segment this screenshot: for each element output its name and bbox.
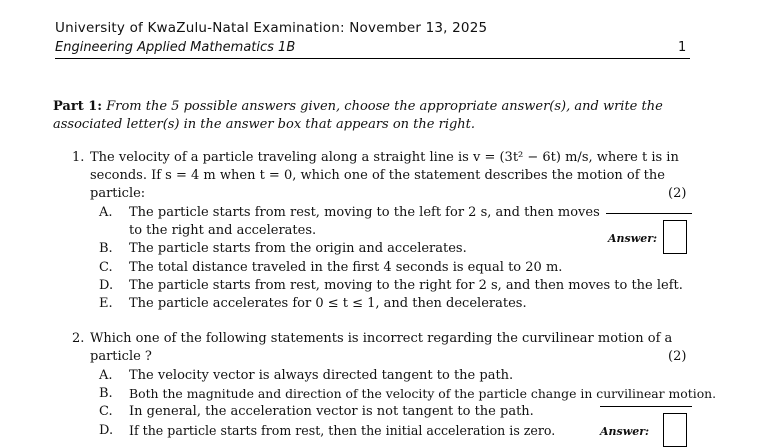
q1-option-c-text: The total distance traveled in the first 4 seconds is equal to 20 m. <box>129 260 563 275</box>
part-instructions <box>53 99 663 114</box>
q2-option-b-text: Both the magnitude and direction of the velocity of the particle change in curvilinear motion. <box>129 386 717 401</box>
q1-marks: (2) <box>668 186 687 201</box>
q2-option-b-letter: B. <box>99 386 113 401</box>
q2-marks: (2) <box>668 349 687 364</box>
part-instruction-line2: associated letter(s) in the answer box that appears on the right. <box>53 117 476 132</box>
q1-stem-line3: particle: <box>90 186 146 201</box>
q1-option-a-text: The particle starts from rest, moving to the left for 2 s, and then moves <box>129 205 600 220</box>
q1-option-e-letter: E. <box>99 296 113 311</box>
q1-answer-line <box>606 213 692 214</box>
q1-answer-label: Answer: <box>608 232 658 245</box>
page-number: 1 <box>678 40 687 55</box>
q1-number: 1. <box>72 150 85 165</box>
q1-option-b-letter: B. <box>99 241 113 256</box>
q2-option-c-letter: C. <box>99 404 113 419</box>
q2-option-a-text: The velocity vector is always directed tangent to the path. <box>129 368 514 383</box>
q1-stem-line2: seconds. If s = 4 m when t = 0, which one of the statement describes the motion of the <box>90 168 665 183</box>
q1-option-c-letter: C. <box>99 260 113 275</box>
q1-option-b-text: The particle starts from the origin and accelerates. <box>129 241 467 256</box>
header-rule <box>55 58 690 59</box>
exam-title: University of KwaZulu-Natal Examination: November 13, 2025 <box>55 20 488 36</box>
part-instruction-line1: From the 5 possible answers given, choose the appropriate answer(s), and write the <box>106 99 663 114</box>
q2-option-a-letter: A. <box>99 368 113 383</box>
q1-stem-line1: The velocity of a particle traveling along a straight line is v = (3t² − 6t) m/s, where t is in <box>90 150 679 165</box>
q1-option-a-text-cont: to the right and accelerates. <box>129 223 317 238</box>
q2-answer-label: Answer: <box>600 425 650 438</box>
q2-stem-line1: Which one of the following statements is incorrect regarding the curvilinear motion of a <box>90 331 673 346</box>
part-label: Part 1: <box>53 99 103 114</box>
q1-option-e-text: The particle accelerates for 0 ≤ t ≤ 1, and then decelerates. <box>129 296 527 311</box>
q1-option-a-letter: A. <box>99 205 113 220</box>
q2-answer-box[interactable] <box>663 413 687 447</box>
q1-answer-box[interactable] <box>663 220 687 254</box>
course-name: Engineering Applied Mathematics 1B <box>55 40 296 55</box>
q1-option-d-text: The particle starts from rest, moving to the right for 2 s, and then moves to the left. <box>129 278 683 293</box>
q2-stem-line2: particle ? <box>90 349 152 364</box>
q2-option-c-text: In general, the acceleration vector is not tangent to the path. <box>129 404 534 419</box>
q2-option-d-letter: D. <box>99 423 114 438</box>
q2-answer-line <box>600 406 692 407</box>
q2-number: 2. <box>72 331 85 346</box>
q1-option-d-letter: D. <box>99 278 114 293</box>
q2-option-d-text: If the particle starts from rest, then the initial acceleration is zero. <box>129 423 556 438</box>
